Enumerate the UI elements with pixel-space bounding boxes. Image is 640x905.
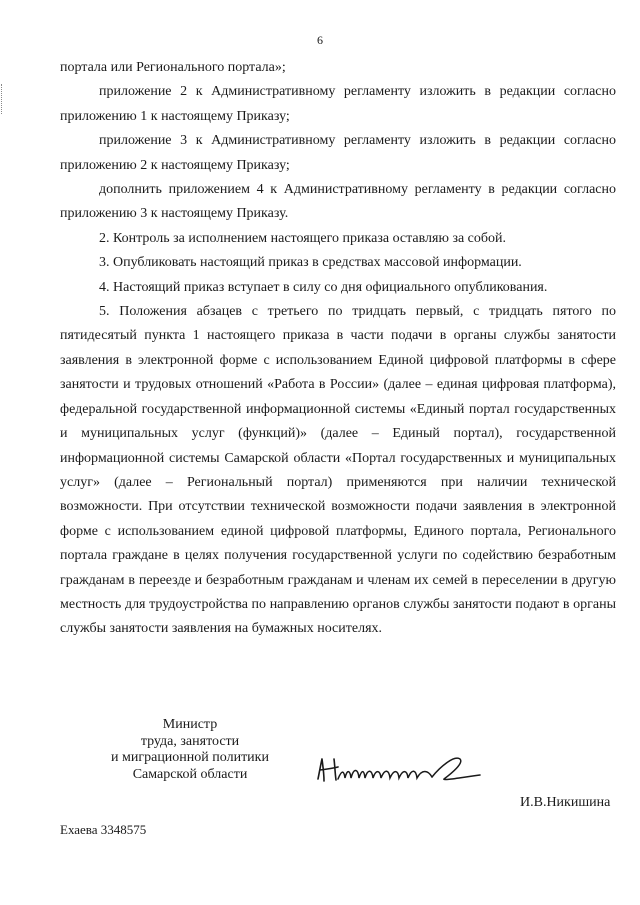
paragraph: приложение 3 к Административному регламенту изложить в редакции согласно приложению 2 к настоящему Приказу;: [60, 133, 616, 173]
signatory-title-line: Министр: [162, 717, 218, 732]
paragraph: 2. Контроль за исполнением настоящего приказа оставляю за собой.: [99, 230, 507, 246]
paragraph: 3. Опубликовать настоящий приказ в средствах массовой информации.: [99, 255, 522, 271]
paragraph: приложение 2 к Административному регламенту изложить в редакции согласно приложению 1 к настоящему Приказу;: [60, 84, 616, 124]
paragraph: 4. Настоящий приказ вступает в силу со дня официального опубликования.: [99, 279, 548, 295]
paragraph: дополнить приложением 4 к Административному регламенту в редакции согласно приложению 3 к настоящему Приказу.: [60, 182, 616, 222]
margin-mark: [1, 84, 4, 114]
signatory-title: [105, 717, 275, 783]
paragraph: портала или Регионального портала»;: [60, 60, 286, 75]
signatory-title-line: труда, занятости: [140, 733, 240, 749]
handwritten-signature: [314, 751, 484, 789]
signatory-title-line: Самарской области: [132, 766, 248, 782]
executor-contact: Ехаева 3348575: [60, 822, 147, 837]
signatory-title-line: и миграционной политики: [111, 750, 269, 765]
signer-name: И.В.Никишина: [520, 795, 611, 810]
paragraph: 5. Положения абзацев с третьего по тридцать первый, с тридцать пятого по пятидесятый пункта 1 настоящего приказа в части подачи в органы службы занятости заявления в электронной форме с использованием Единой цифровой платформы в сфере занятости и трудовых отношений «Работа в России» (далее – единая цифровая платформа), федеральной государственной информационной системы «Единый портал государственных и муниципальных услуг (функций)» (далее – Единый портал), государственной информационной системы Самарской области «Портал государственных и муниципальных услуг» (далее – Региональный портал) применяются при наличии технической возможности. При отсутствии технической возможности подачи заявления в электронной форме с использованием единой цифровой платформы, Единого портала, Регионального портала граждане в целях получения государственной услуги по содействию безработным гражданам в переезде и безработным гражданам и членам их семей в переселении в другую местность для трудоустройства по направлению органов службы занятости подают в органы службы занятости заявления на бумажных носителях.: [60, 304, 616, 637]
document-body: [60, 56, 616, 642]
page-number: 6: [317, 33, 323, 47]
